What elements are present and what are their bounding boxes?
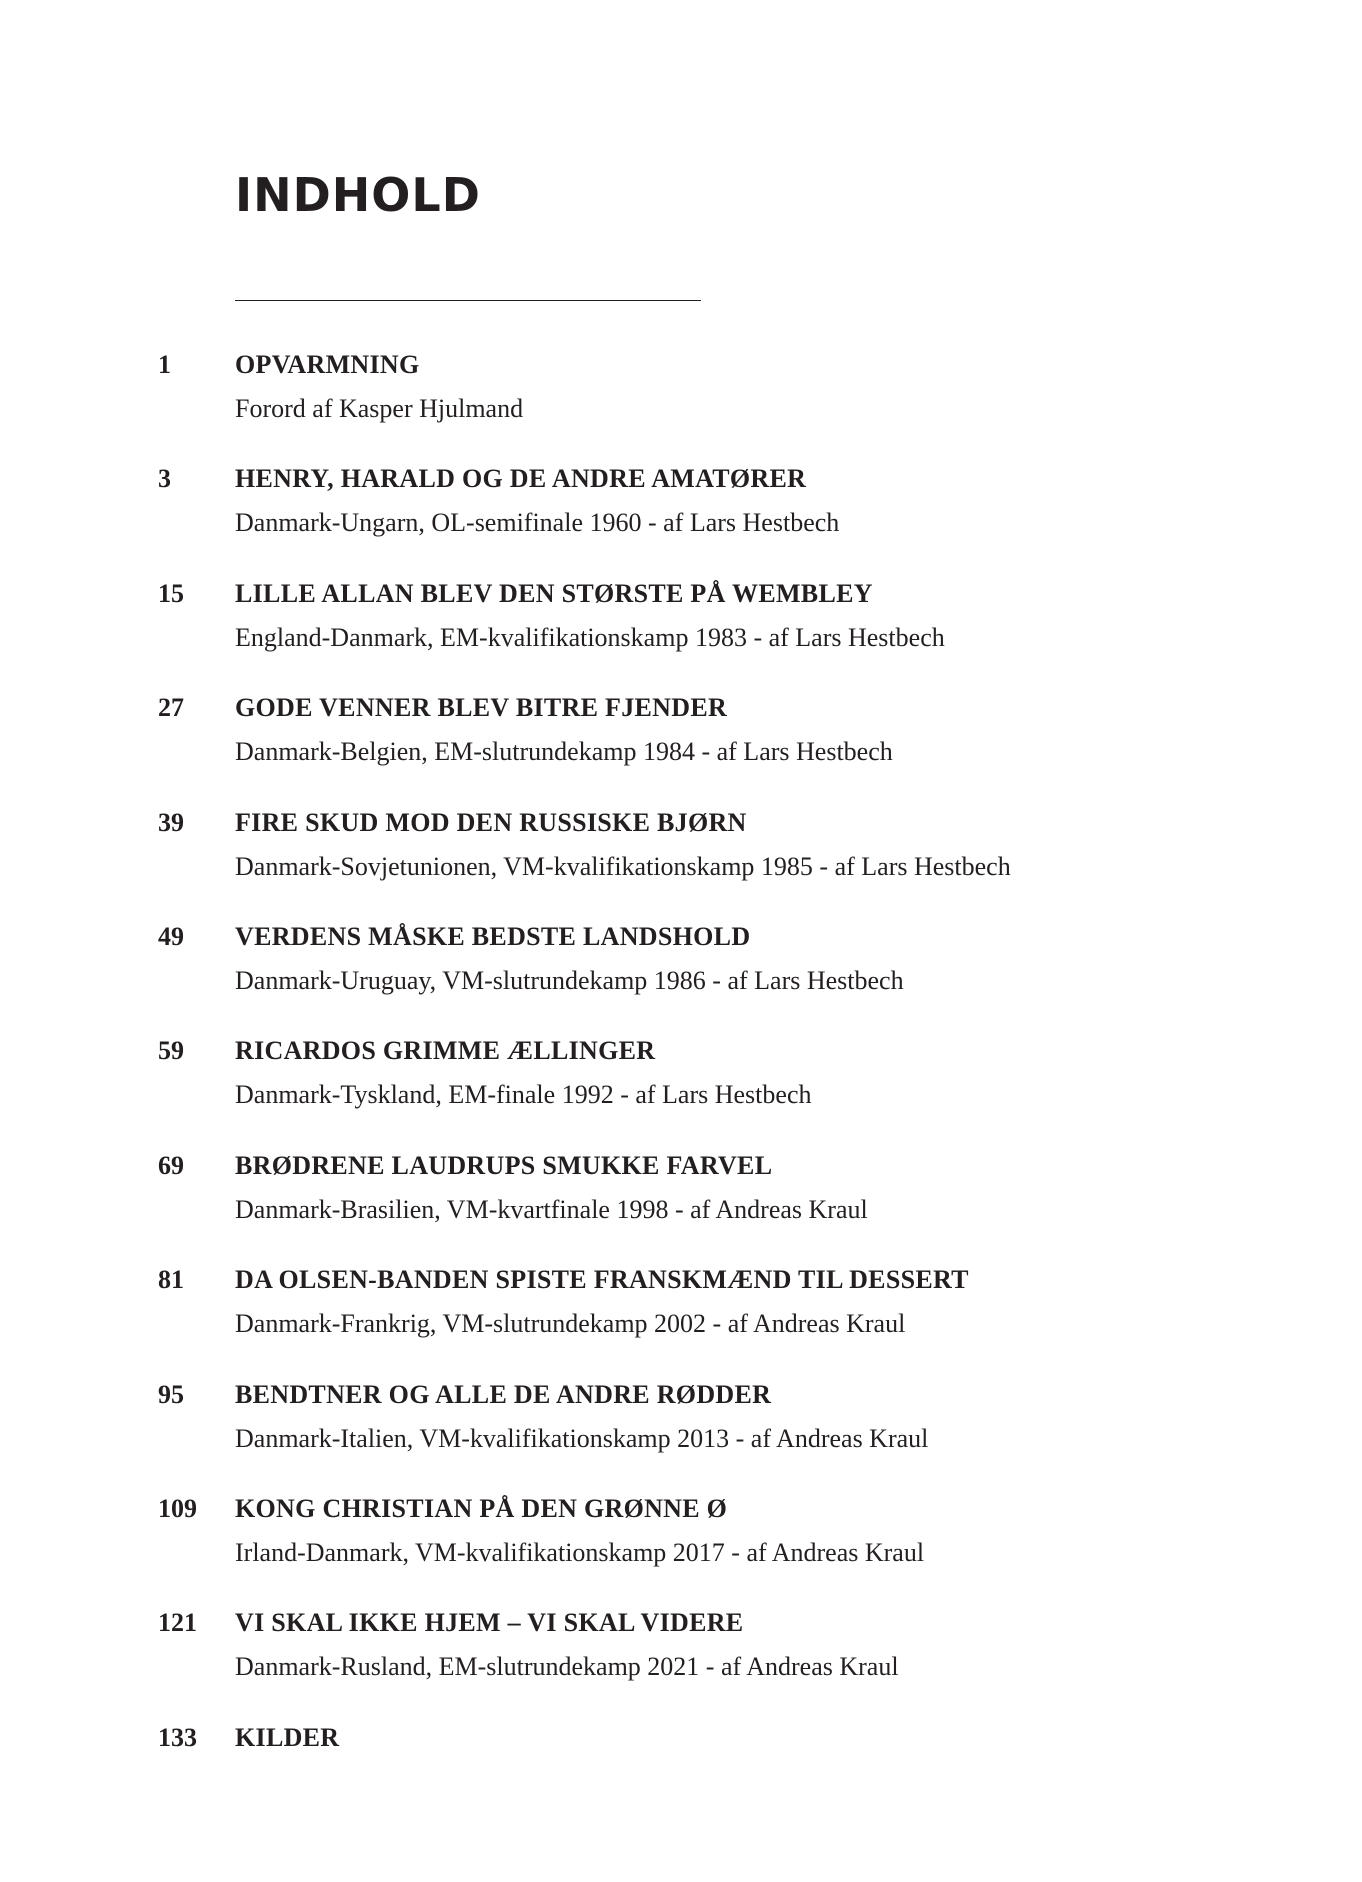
toc-chapter-subtitle: Danmark-Brasilien, VM-kvartfinale 1998 - af Andreas Kraul	[235, 1194, 868, 1224]
toc-page-number: 59	[158, 1036, 184, 1066]
toc-chapter-subtitle: Danmark-Tyskland, EM-finale 1992 - af Lars Hestbech	[235, 1080, 812, 1110]
toc-entry[interactable]	[0, 1610, 1362, 1724]
toc-page-number: 1	[158, 350, 171, 379]
toc-chapter-title: VI SKAL IKKE HJEM – VI SKAL VIDERE	[235, 1608, 744, 1638]
toc-chapter-title: KONG CHRISTIAN PÅ DEN GRØNNE Ø	[235, 1493, 728, 1523]
toc-page-number: 109	[158, 1493, 197, 1523]
toc-entry[interactable]	[0, 1379, 1362, 1496]
toc-chapter-subtitle: Danmark-Ungarn, OL-semifinale 1960 - af Lars Hestbech	[235, 508, 840, 538]
toc-list	[0, 352, 1362, 1839]
toc-page-number: 133	[158, 1722, 197, 1752]
toc-page-number: 39	[158, 807, 184, 837]
toc-page-number: 49	[158, 921, 184, 951]
toc-entry[interactable]	[0, 1150, 1362, 1267]
toc-chapter-title: RICARDOS GRIMME ÆLLINGER	[235, 1036, 656, 1066]
toc-page-number: 3	[158, 464, 171, 494]
toc-chapter-subtitle: Danmark-Frankrig, VM-slutrundekamp 2002 - af Andreas Kraul	[235, 1309, 906, 1339]
toc-page-number: 121	[158, 1608, 197, 1638]
toc-chapter-title: VERDENS MÅSKE BEDSTE LANDSHOLD	[235, 921, 751, 951]
toc-entry[interactable]	[0, 1493, 1362, 1610]
toc-entry[interactable]	[0, 807, 1362, 924]
toc-chapter-title: HENRY, HARALD OG DE ANDRE AMATØRER	[235, 464, 807, 494]
toc-page-number: 27	[158, 693, 184, 723]
toc-page-number: 95	[158, 1379, 184, 1409]
toc-chapter-title: BRØDRENE LAUDRUPS SMUKKE FARVEL	[235, 1150, 773, 1180]
toc-entry[interactable]	[0, 921, 1362, 1038]
toc-chapter-subtitle: Danmark-Sovjetunionen, VM-kvalifikationskamp 1985 - af Lars Hestbech	[235, 851, 1011, 881]
toc-entry[interactable]	[0, 466, 1362, 580]
toc-chapter-subtitle: Danmark-Uruguay, VM-slutrundekamp 1986 - af Lars Hestbech	[235, 965, 904, 995]
toc-chapter-title: BENDTNER OG ALLE DE ANDRE RØDDER	[235, 1379, 772, 1409]
toc-chapter-subtitle: Forord af Kasper Hjulmand	[235, 394, 524, 423]
toc-chapter-subtitle: Danmark-Rusland, EM-slutrundekamp 2021 - af Andreas Kraul	[235, 1652, 899, 1682]
toc-entry[interactable]	[0, 695, 1362, 809]
toc-chapter-title: GODE VENNER BLEV BITRE FJENDER	[235, 693, 728, 723]
toc-chapter-subtitle: Danmark-Belgien, EM-slutrundekamp 1984 - af Lars Hestbech	[235, 737, 893, 767]
toc-page-number: 15	[158, 578, 184, 608]
toc-entry[interactable]	[0, 1267, 1362, 1381]
toc-entry[interactable]	[0, 1038, 1362, 1152]
toc-chapter-subtitle: Irland-Danmark, VM-kvalifikationskamp 2017 - af Andreas Kraul	[235, 1537, 925, 1567]
toc-entry[interactable]	[0, 1722, 1362, 1839]
title-divider	[235, 300, 701, 301]
toc-entry[interactable]	[0, 352, 1362, 466]
toc-page-number: 69	[158, 1150, 184, 1180]
toc-chapter-title: OPVARMNING	[235, 350, 420, 379]
page-title: INDHOLD	[235, 168, 481, 222]
toc-entry[interactable]	[0, 578, 1362, 695]
toc-chapter-title: FIRE SKUD MOD DEN RUSSISKE BJØRN	[235, 807, 747, 837]
toc-page-number: 81	[158, 1265, 184, 1295]
toc-chapter-title: LILLE ALLAN BLEV DEN STØRSTE PÅ WEMBLEY	[235, 578, 873, 608]
toc-chapter-title: DA OLSEN-BANDEN SPISTE FRANSKMÆND TIL DESSERT	[235, 1265, 969, 1295]
toc-chapter-subtitle: England-Danmark, EM-kvalifikationskamp 1983 - af Lars Hestbech	[235, 622, 945, 652]
toc-chapter-title: KILDER	[235, 1722, 340, 1752]
toc-chapter-subtitle: Danmark-Italien, VM-kvalifikationskamp 2013 - af Andreas Kraul	[235, 1423, 929, 1453]
